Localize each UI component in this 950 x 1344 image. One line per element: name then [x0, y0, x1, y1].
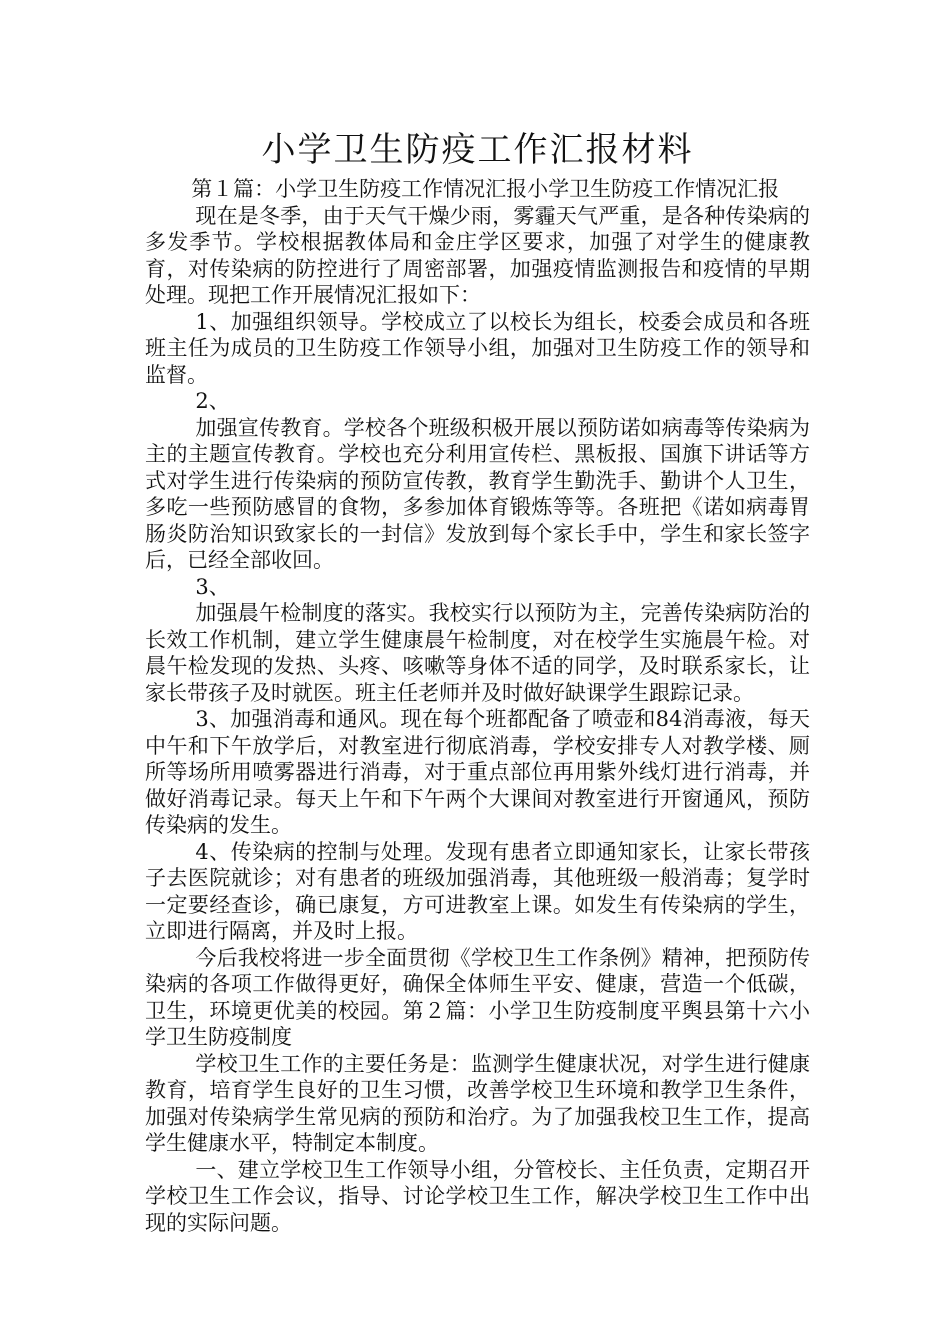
- paragraph-item-3: 加强晨午检制度的落实。我校实行以预防为主，完善传染病防治的长效工作机制，建立学生健康晨午检制度，对在校学生实施晨午检。对晨午检发现的发热、头疼、咳嗽等身体不适的同学，及时联系家长，让家长带孩子及时就医。班主任老师并及时做好缺课学生跟踪记录。: [145, 601, 810, 705]
- paragraph-item-4: 4、传染病的控制与处理。发现有患者立即通知家长，让家长带孩子去医院就诊；对有患者的班级加强消毒，其他班级一般消毒；复学时一定要经查诊，确已康复，方可进教室上课。如发生有传染病的学生，立即进行隔离，并及时上报。: [145, 839, 810, 943]
- paragraph-number-2: 2、: [195, 389, 230, 413]
- paragraph-item-2: 加强宣传教育。学校各个班级积极开展以预防诺如病毒等传染病为主的主题宣传教育。学校也充分利用宣传栏、黑板报、国旗下讲话等方式对学生进行传染病的预防宣传教，教育学生勤洗手、勤讲个人卫生，多吃一些预防感冒的食物，多参加体育锻炼等等。各班把《诺如病毒胃肠炎防治知识致家长的一封信》发放到每个家长手中，学生和家长签字后，已经全部收回。: [145, 415, 810, 572]
- paragraph-intro: 现在是冬季，由于天气干燥少雨，雾霾天气严重，是各种传染病的多发季节。学校根据教体局和金庄学区要求，加强了对学生的健康教育，对传染病的防控进行了周密部署，加强疫情监测报告和疫情的早期处理。现把工作开展情况汇报如下：: [145, 203, 810, 307]
- paragraph-item-3b: 3、加强消毒和通风。现在每个班都配备了喷壶和84消毒液，每天中午和下午放学后，对教室进行彻底消毒，学校安排专人对教学楼、厕所等场所用喷雾器进行消毒，对于重点部位再用紫外线灯进行消毒，并做好消毒记录。每天上午和下午两个大课间对教室进行开窗通风，预防传染病的发生。: [145, 707, 810, 837]
- paragraph-number-3: 3、: [195, 574, 230, 599]
- document-page: [145, 126, 810, 1236]
- paragraph-rule-1: 一、建立学校卫生工作领导小组，分管校长、主任负责，定期召开学校卫生工作会议，指导、讨论学校卫生工作，解决学校卫生工作中出现的实际问题。: [145, 1157, 810, 1235]
- section-heading-1: 第１篇：小学卫生防疫工作情况汇报小学卫生防疫工作情况汇报: [191, 177, 780, 201]
- paragraph-conclusion: 今后我校将进一步全面贯彻《学校卫生工作条例》精神，把预防传染病的各项工作做得更好，确保全体师生平安、健康，营造一个低碳，卫生，环境更优美的校园。第２篇：小学卫生防疫制度平舆县第十六小学卫生防疫制度: [145, 945, 810, 1049]
- paragraph-item-1: 1、加强组织领导。学校成立了以校长为组长，校委会成员和各班班主任为成员的卫生防疫工作领导小组，加强对卫生防疫工作的领导和监督。: [145, 309, 810, 387]
- paragraph-tasks: 学校卫生工作的主要任务是：监测学生健康状况，对学生进行健康教育，培育学生良好的卫生习惯，改善学校卫生环境和教学卫生条件，加强对传染病学生常见病的预防和治疗。为了加强我校卫生工作，提高学生健康水平，特制定本制度。: [145, 1051, 810, 1155]
- document-title: 小学卫生防疫工作汇报材料: [261, 130, 694, 170]
